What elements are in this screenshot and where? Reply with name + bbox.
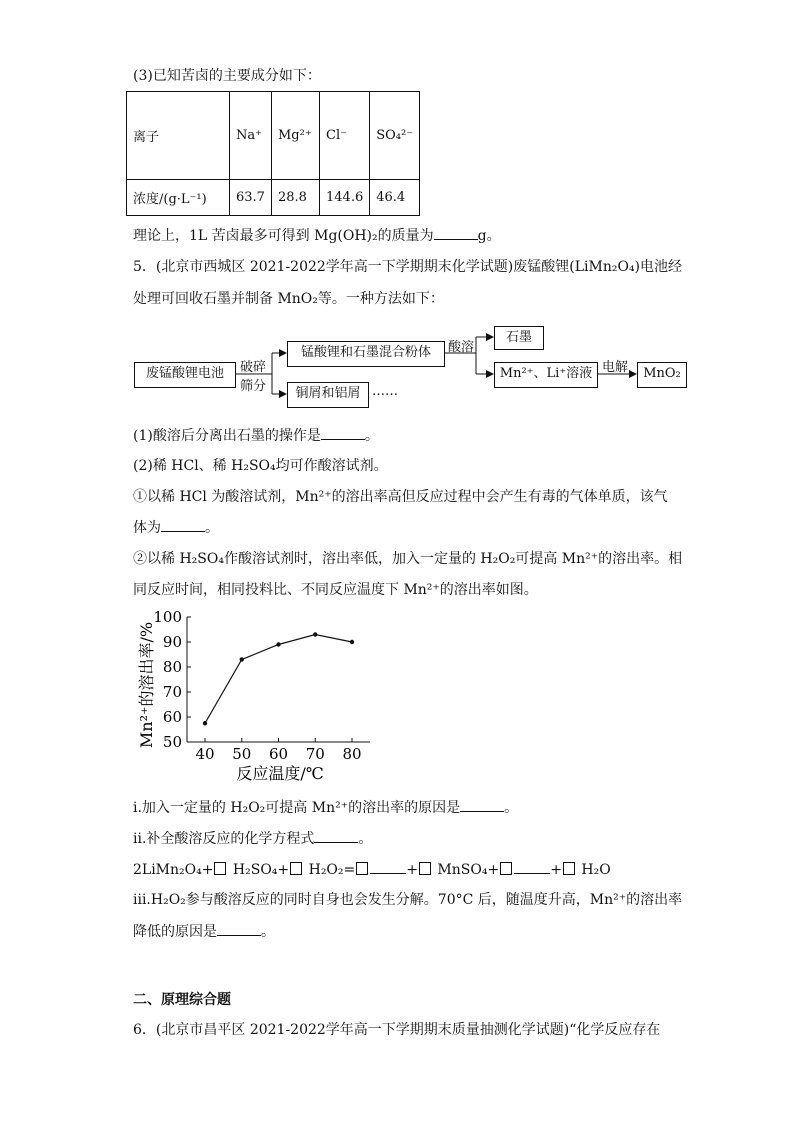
chart-y-tick-label: 70 [162,683,182,701]
flow-electrolysis-label: 电解 [602,360,629,375]
flow-solution-box: Mn²⁺、Li⁺溶液 [494,362,598,388]
chart-x-tick-label: 60 [268,745,289,763]
q5-p2b-line2: 同反应时间，相同投料比、不同反应温度下 Mn²⁺的溶出率如图。 [133,582,538,598]
flow-battery-box: 废锰酸锂电池 [134,362,236,388]
chart-x-tick-label: 70 [305,745,325,763]
table-cell: 浓度/(g·L⁻¹) [127,180,230,216]
table-cell: 46.4 [370,180,420,216]
chart-y-tick-label: 90 [162,633,182,651]
chart-x-tick-label: 50 [232,745,252,763]
q5-p2b-line1: ②以稀 H₂SO₄作酸溶试剂时，溶出率低，加入一定量的 H₂O₂可提高 Mn²⁺的溶出率。相 [133,551,683,567]
answer-blank[interactable] [217,921,261,936]
answer-blank[interactable] [161,517,205,532]
flow-graphite-box: 石墨 [494,326,544,350]
q5-i: i.加入一定量的 H₂O₂可提高 Mn²⁺的溶出率的原因是 。 [133,797,518,818]
chart-x-tick-label: 80 [342,745,362,763]
q5-iii-line1: iii.H₂O₂参与酸溶反应的同时自身也会发生分解。70°C 后，随温度升高，Mn²⁺的溶出率 [133,892,683,908]
dissolution-rate-chart [130,605,390,790]
flow-product-box: MnO₂ [637,362,687,388]
table-cell: 离子 [127,92,230,180]
q5-p2a-line2: 体为 。 [133,517,219,538]
table-cell: Na⁺ [230,92,272,180]
q3-answer-line: 理论上，1L 苦卤最多可得到 Mg(OH)₂的质量为 g。 [133,225,501,246]
q5-p2: (2)稀 HCl、稀 H₂SO₄均可作酸溶试剂。 [133,458,388,474]
answer-blank[interactable] [321,425,365,440]
coefficient-box[interactable] [214,862,226,875]
chart-x-tick-label: 40 [195,745,215,763]
q5-ii: ii.补全酸溶反应的化学方程式 。 [133,828,372,849]
q5-p1: (1)酸溶后分离出石墨的操作是 。 [133,425,379,446]
table-cell: SO₄²⁻ [370,92,420,180]
q5-iii-line2: 降低的原因是 。 [133,921,275,942]
table-cell: 28.8 [272,180,320,216]
table-cell: 144.6 [320,180,370,216]
coefficient-box[interactable] [356,862,368,875]
chart-x-axis-label: 反应温度/℃ [236,764,324,783]
answer-blank[interactable] [514,859,550,874]
flow-crush-label: 破碎 [240,360,267,375]
coefficient-box[interactable] [290,862,302,875]
chart-data-point [350,640,354,644]
answer-blank[interactable] [314,828,358,843]
chart-y-tick-label: 50 [162,733,182,751]
chart-data-point [203,721,207,725]
q6-line1: 6．(北京市昌平区 2021-2022学年高一下学期期末质量抽测化学试题)“化学反应存在 [133,1022,661,1038]
table-cell: 63.7 [230,180,272,216]
chart-data-point [313,632,317,636]
coefficient-box[interactable] [563,862,575,875]
chart-y-tick-label: 100 [153,608,182,626]
q3-intro: (3)已知苦卤的主要成分如下： [133,68,321,84]
table-cell: Cl⁻ [320,92,370,180]
coefficient-box[interactable] [500,862,512,875]
flow-residue-box: 铜屑和铝屑 [287,382,369,408]
flow-arrows [0,0,794,420]
q5-equation: 2LiMn₂O₄+ H₂SO₄+ H₂O₂= + MnSO₄+ + H₂O [133,859,611,880]
flow-sieve-label: 筛分 [240,379,267,394]
q5-p2a-line1: ①以稀 HCl 为酸溶试剂，Mn²⁺的溶出率高但反应过程中会产生有毒的气体单质，该气 [133,489,668,505]
coefficient-box[interactable] [419,862,431,875]
q5-line2: 处理可回收石墨并制备 MnO₂等。一种方法如下： [133,291,444,307]
flow-acid-label: 酸溶 [448,340,475,355]
chart-y-axis-label: Mn²⁺的溶出率/% [137,621,156,749]
chart-data-point [240,657,244,661]
chart-y-tick-label: 80 [162,658,182,676]
table-cell: Mg²⁺ [272,92,320,180]
answer-blank[interactable] [460,797,504,812]
answer-blank[interactable] [370,859,406,874]
chart-series-line [205,635,352,724]
chart-data-point [276,642,280,646]
q5-line1: 5．(北京市西城区 2021-2022学年高一下学期期末化学试题)废锰酸锂(LiMn₂O₄)电池经 [133,259,683,275]
flow-ellipsis: …… [372,384,398,399]
section-heading: 二、原理综合题 [133,992,231,1008]
flow-mix-box: 锰酸锂和石墨混合粉体 [287,341,445,367]
chart-y-tick-label: 60 [162,708,182,726]
